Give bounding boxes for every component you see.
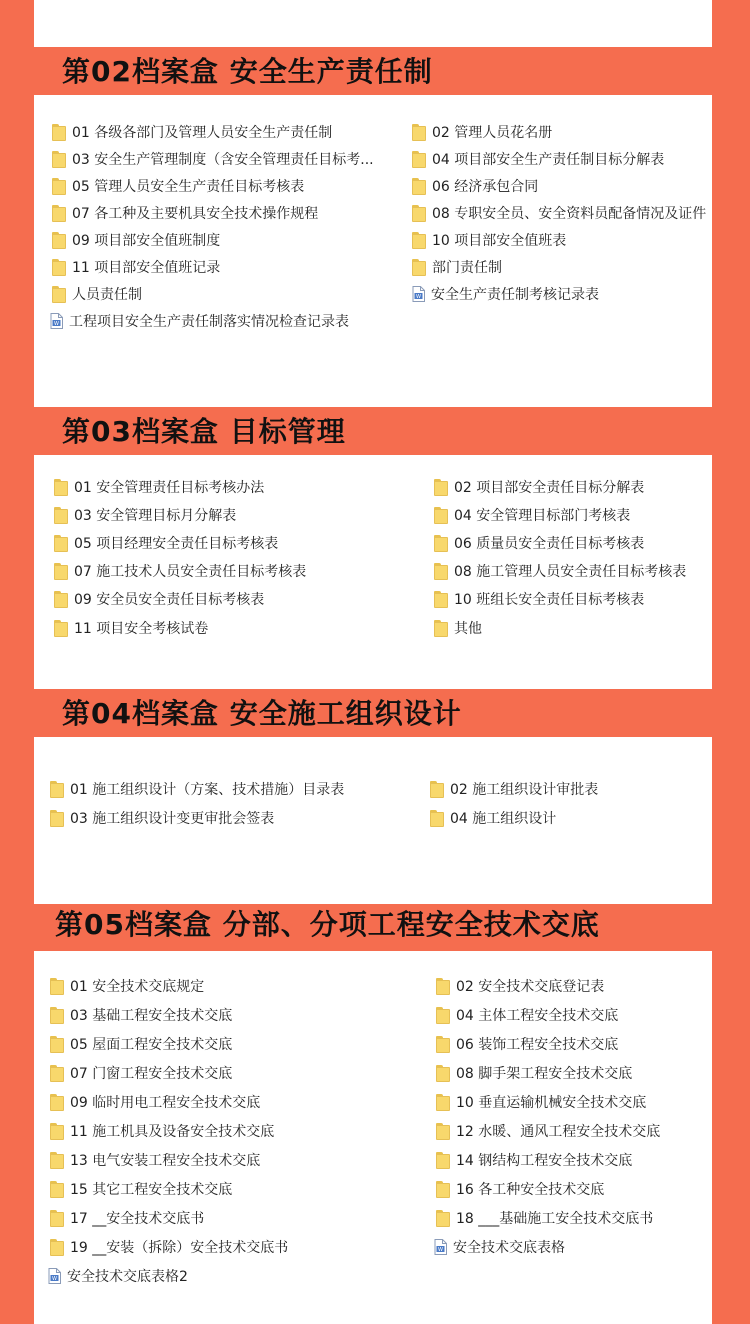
file-item[interactable] xyxy=(50,1063,232,1083)
file-item[interactable] xyxy=(52,176,304,196)
file-item[interactable] xyxy=(52,149,374,169)
folder-icon xyxy=(436,1065,450,1082)
file-label: 08 施工管理人员安全责任目标考核表 xyxy=(454,564,687,580)
file-label: 安全生产责任制考核记录表 xyxy=(431,287,599,303)
file-label: 06 装饰工程安全技术交底 xyxy=(456,1037,619,1053)
file-label: 06 经济承包合同 xyxy=(432,179,539,195)
file-label: 07 各工种及主要机具安全技术操作规程 xyxy=(72,206,319,222)
folder-icon xyxy=(50,1094,64,1111)
file-label: 06 质量员安全责任目标考核表 xyxy=(454,536,645,552)
file-item[interactable] xyxy=(412,284,599,304)
file-label: 08 专职安全员、安全资料员配备情况及证件 xyxy=(432,206,707,222)
file-label: 安全技术交底表格2 xyxy=(67,1269,188,1285)
folder-icon xyxy=(436,1152,450,1169)
file-label: 02 项目部安全责任目标分解表 xyxy=(454,480,645,496)
folder-icon xyxy=(50,1007,64,1024)
file-item[interactable] xyxy=(412,203,706,223)
section-title-02: 第02档案盒 安全生产责任制 xyxy=(62,55,433,88)
folder-icon xyxy=(54,535,68,552)
file-item[interactable] xyxy=(54,533,278,553)
file-label: 部门责任制 xyxy=(432,260,502,276)
file-item[interactable] xyxy=(50,1092,260,1112)
folder-icon xyxy=(50,1152,64,1169)
section-title-05: 第05档案盒 分部、分项工程安全技术交底 xyxy=(55,908,600,941)
file-label: 04 安全管理目标部门考核表 xyxy=(454,508,631,524)
file-label: 03 基础工程安全技术交底 xyxy=(70,1008,233,1024)
file-item[interactable] xyxy=(434,1237,565,1257)
folder-icon xyxy=(50,781,64,798)
file-item[interactable] xyxy=(54,505,236,525)
file-label: 05 管理人员安全生产责任目标考核表 xyxy=(72,179,305,195)
file-item[interactable] xyxy=(436,1208,653,1228)
folder-icon xyxy=(52,259,66,276)
file-item[interactable] xyxy=(50,1237,288,1257)
folder-icon xyxy=(436,978,450,995)
file-item[interactable] xyxy=(50,1034,232,1054)
file-item[interactable] xyxy=(436,976,604,996)
folder-icon xyxy=(412,178,426,195)
word-document-icon xyxy=(48,1268,61,1284)
file-label: 11 项目安全考核试卷 xyxy=(74,621,209,637)
folder-icon xyxy=(434,507,448,524)
folder-icon xyxy=(50,1210,64,1227)
file-item[interactable] xyxy=(50,1121,274,1141)
file-label: 02 施工组织设计审批表 xyxy=(450,782,599,798)
folder-icon xyxy=(430,810,444,827)
folder-icon xyxy=(54,479,68,496)
file-label: 13 电气安装工程安全技术交底 xyxy=(70,1153,261,1169)
file-item[interactable] xyxy=(54,477,264,497)
file-label: 01 各级各部门及管理人员安全生产责任制 xyxy=(72,125,333,141)
folder-icon xyxy=(52,205,66,222)
file-label: 03 安全生产管理制度（含安全管理责任目标考... xyxy=(72,152,374,168)
section-04-panel xyxy=(34,737,712,904)
file-label: 17 __安全技术交底书 xyxy=(70,1211,205,1227)
file-label: 人员责任制 xyxy=(72,287,142,303)
folder-icon xyxy=(434,563,448,580)
word-document-icon xyxy=(434,1239,447,1255)
file-item[interactable] xyxy=(50,1150,260,1170)
word-document-icon xyxy=(50,313,63,329)
folder-icon xyxy=(52,286,66,303)
file-item[interactable] xyxy=(412,257,502,277)
file-label: 05 屋面工程安全技术交底 xyxy=(70,1037,233,1053)
file-item[interactable] xyxy=(412,149,664,169)
file-item[interactable] xyxy=(436,1150,632,1170)
svg-text:W: W xyxy=(54,321,59,327)
folder-icon xyxy=(50,1036,64,1053)
file-label: 05 项目经理安全责任目标考核表 xyxy=(74,536,279,552)
file-label: 01 安全技术交底规定 xyxy=(70,979,205,995)
file-label: 工程项目安全生产责任制落实情况检查记录表 xyxy=(69,314,349,330)
folder-icon xyxy=(412,205,426,222)
file-item[interactable] xyxy=(412,176,538,196)
file-item[interactable] xyxy=(436,1121,660,1141)
folder-icon xyxy=(430,781,444,798)
file-item[interactable] xyxy=(52,230,220,250)
folder-icon xyxy=(412,259,426,276)
folder-icon xyxy=(52,151,66,168)
folder-icon xyxy=(50,1065,64,1082)
folder-icon xyxy=(52,232,66,249)
file-label: 其他 xyxy=(454,621,482,637)
file-label: 03 施工组织设计变更审批会签表 xyxy=(70,811,275,827)
file-label: 02 安全技术交底登记表 xyxy=(456,979,605,995)
file-label: 11 施工机具及设备安全技术交底 xyxy=(70,1124,275,1140)
folder-icon xyxy=(50,978,64,995)
folder-icon xyxy=(50,1123,64,1140)
section-02-panel xyxy=(34,95,712,407)
file-label: 02 管理人员花名册 xyxy=(432,125,553,141)
folder-icon xyxy=(54,563,68,580)
file-item[interactable] xyxy=(434,618,482,638)
folder-icon xyxy=(50,1181,64,1198)
svg-text:W: W xyxy=(416,294,421,300)
file-item[interactable] xyxy=(434,505,630,525)
file-label: 18 ___基础施工安全技术交底书 xyxy=(456,1211,654,1227)
file-label: 10 班组长安全责任目标考核表 xyxy=(454,592,645,608)
file-item[interactable] xyxy=(436,1034,618,1054)
folder-icon xyxy=(436,1007,450,1024)
file-label: 19 __安装（拆除）安全技术交底书 xyxy=(70,1240,289,1256)
file-item[interactable] xyxy=(434,561,686,581)
folder-icon xyxy=(412,151,426,168)
file-item[interactable] xyxy=(50,808,274,828)
folder-icon xyxy=(50,1239,64,1256)
folder-icon xyxy=(54,507,68,524)
folder-icon xyxy=(436,1210,450,1227)
folder-icon xyxy=(436,1094,450,1111)
svg-text:W: W xyxy=(52,1276,57,1282)
file-label: 16 各工种安全技术交底 xyxy=(456,1182,605,1198)
file-item[interactable] xyxy=(52,257,220,277)
file-item[interactable] xyxy=(436,1179,604,1199)
file-item[interactable] xyxy=(412,122,552,142)
file-item[interactable] xyxy=(430,779,598,799)
file-label: 04 施工组织设计 xyxy=(450,811,557,827)
file-item[interactable] xyxy=(434,533,644,553)
file-label: 01 安全管理责任目标考核办法 xyxy=(74,480,265,496)
folder-icon xyxy=(434,535,448,552)
folder-icon xyxy=(54,591,68,608)
file-item[interactable] xyxy=(436,1005,618,1025)
file-item[interactable] xyxy=(412,230,566,250)
folder-icon xyxy=(52,178,66,195)
file-item[interactable] xyxy=(54,561,306,581)
folder-icon xyxy=(436,1123,450,1140)
file-item[interactable] xyxy=(48,1266,188,1286)
file-item[interactable] xyxy=(54,589,264,609)
file-label: 安全技术交底表格 xyxy=(453,1240,565,1256)
file-item[interactable] xyxy=(50,1179,232,1199)
file-label: 12 水暖、通风工程安全技术交底 xyxy=(456,1124,661,1140)
folder-icon xyxy=(434,620,448,637)
section-05-panel xyxy=(34,951,712,1324)
top-panel xyxy=(34,0,712,47)
file-label: 09 临时用电工程安全技术交底 xyxy=(70,1095,261,1111)
file-item[interactable] xyxy=(50,1208,204,1228)
file-label: 03 安全管理目标月分解表 xyxy=(74,508,237,524)
file-item[interactable] xyxy=(434,477,644,497)
file-item[interactable] xyxy=(434,589,644,609)
folder-icon xyxy=(412,124,426,141)
file-label: 07 门窗工程安全技术交底 xyxy=(70,1066,233,1082)
file-item[interactable] xyxy=(436,1063,632,1083)
folder-icon xyxy=(434,479,448,496)
file-item[interactable] xyxy=(52,203,318,223)
file-item[interactable] xyxy=(52,122,332,142)
file-item[interactable] xyxy=(52,284,142,304)
file-item[interactable] xyxy=(50,976,204,996)
file-item[interactable] xyxy=(430,808,556,828)
file-item[interactable] xyxy=(54,618,208,638)
folder-icon xyxy=(436,1181,450,1198)
folder-icon xyxy=(412,232,426,249)
file-label: 07 施工技术人员安全责任目标考核表 xyxy=(74,564,307,580)
section-title-04: 第04档案盒 安全施工组织设计 xyxy=(62,697,462,730)
file-label: 09 项目部安全值班制度 xyxy=(72,233,221,249)
file-label: 15 其它工程安全技术交底 xyxy=(70,1182,233,1198)
file-label: 11 项目部安全值班记录 xyxy=(72,260,221,276)
file-label: 10 项目部安全值班表 xyxy=(432,233,567,249)
file-label: 04 项目部安全生产责任制目标分解表 xyxy=(432,152,665,168)
file-label: 08 脚手架工程安全技术交底 xyxy=(456,1066,633,1082)
file-label: 10 垂直运输机械安全技术交底 xyxy=(456,1095,647,1111)
folder-icon xyxy=(52,124,66,141)
file-item[interactable] xyxy=(50,1005,232,1025)
folder-icon xyxy=(50,810,64,827)
folder-icon xyxy=(434,591,448,608)
file-item[interactable] xyxy=(50,311,349,331)
file-item[interactable] xyxy=(436,1092,646,1112)
svg-text:W: W xyxy=(438,1247,443,1253)
file-label: 01 施工组织设计（方案、技术措施）目录表 xyxy=(70,782,345,798)
folder-icon xyxy=(436,1036,450,1053)
section-title-03: 第03档案盒 目标管理 xyxy=(62,415,346,448)
word-document-icon xyxy=(412,286,425,302)
file-label: 04 主体工程安全技术交底 xyxy=(456,1008,619,1024)
section-03-panel xyxy=(34,455,712,689)
folder-icon xyxy=(54,620,68,637)
file-item[interactable] xyxy=(50,779,344,799)
file-label: 14 钢结构工程安全技术交底 xyxy=(456,1153,633,1169)
file-label: 09 安全员安全责任目标考核表 xyxy=(74,592,265,608)
